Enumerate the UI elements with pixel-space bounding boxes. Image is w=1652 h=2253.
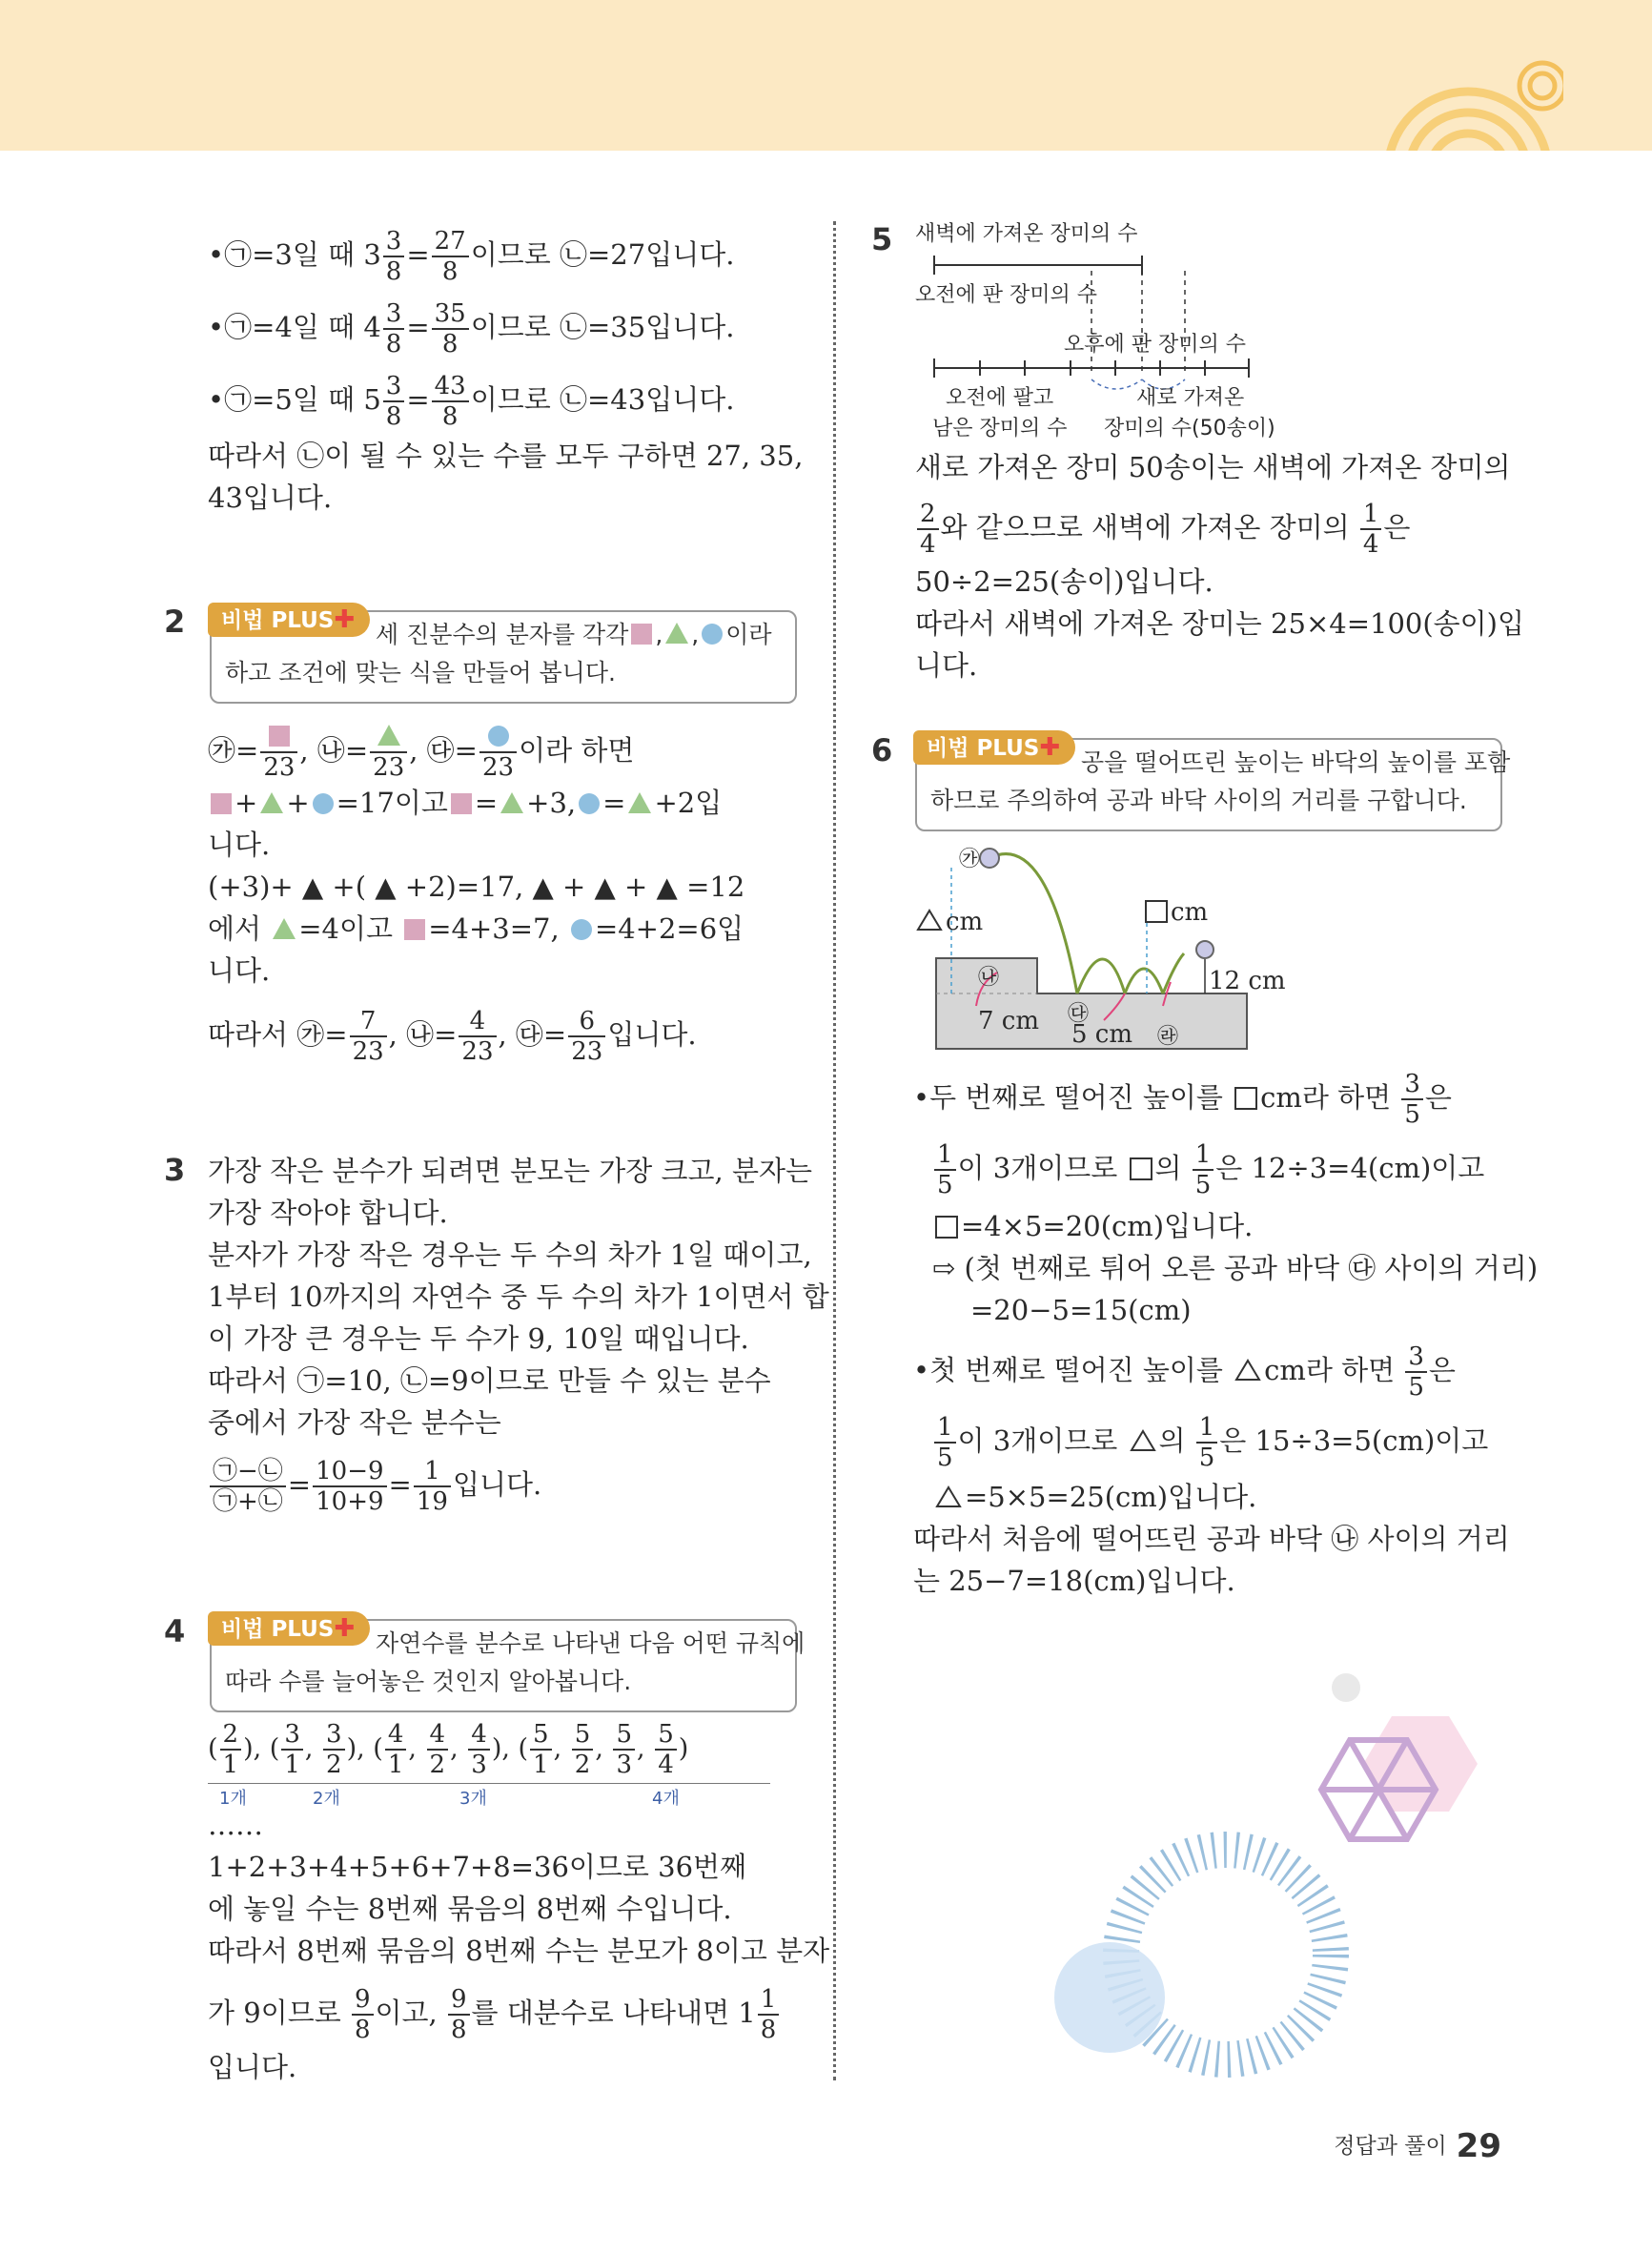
s3-line6: 따라서 ㉠=10, ㉡=9이므로 만들 수 있는 분수: [208, 1364, 771, 1397]
rose-number-line-diagram: [915, 217, 1315, 446]
group-count-2: 2개: [313, 1789, 340, 1809]
s6-b1: •두 번째로 떨어진 높이를 cm라 하면 $\frac{3}{5}$ 은: [913, 1070, 1452, 1129]
tip-box-6: [915, 733, 1511, 831]
s1-line2: •㉠=4일 때 4 $\frac{3}{8}$ = $\frac{35}{8}$ 이므로 ㉡=35입니다.: [208, 299, 735, 358]
problem-number-3: 3: [164, 1152, 186, 1188]
s4-line3: 따라서 8번째 묶음의 8번째 수는 분모가 8이고 분자: [208, 1935, 830, 1967]
s6-c5: 는 25−7=18(cm)입니다.: [913, 1565, 1235, 1597]
s3-line8: $\frac{㉠-㉡}{㉠+㉡}$ = $\frac{10-9}{10+9}$ = $\frac{1}{19}$ 입니다.: [208, 1459, 541, 1514]
label-afternoon-sold: 오후에 판 장미의 수: [1064, 333, 1246, 357]
square-icon: [631, 624, 652, 645]
label-new-50: 장미의 수(50송이): [1104, 417, 1275, 440]
s2-line2: + + =17이고 = +3, = +2입: [208, 782, 722, 824]
label-morning-sold: 오전에 판 장미의 수: [915, 283, 1097, 307]
point-ra: ㉱: [1157, 1025, 1179, 1049]
s5-line2: $\frac{2}{4}$ 와 같으므로 새벽에 가져온 장미의 $\frac{1}{4}$ 은: [915, 502, 1410, 557]
s6-c4: 따라서 처음에 떨어뜨린 공과 바닥 ㉯ 사이의 거리: [913, 1523, 1510, 1555]
label-after-morning: 오전에 팔고: [946, 386, 1054, 410]
tip-line1: 공을 떨어뜨린 높이는 바닥의 높이를 포함: [1081, 748, 1511, 776]
group-count-4: 4개: [652, 1789, 680, 1809]
point-ga: ㉮: [959, 848, 981, 871]
s2-line4: (+3)+ ▲ +( ▲ +2)=17, ▲ + ▲ + ▲ =12: [208, 870, 745, 903]
label-7cm: 7 cm: [978, 1007, 1040, 1035]
label-5cm: 5 cm: [1071, 1020, 1133, 1049]
s1-line3: •㉠=5일 때 5 $\frac{3}{8}$ = $\frac{43}{8}$ 이므로 ㉡=43입니다.: [208, 372, 735, 431]
fraction-sequence: [208, 1720, 780, 1809]
page-footer: [1334, 2127, 1501, 2165]
tip-line1: 세 진분수의 분자를 각각 , , 이라: [376, 621, 772, 648]
s4-line2: 에 놓일 수는 8번째 묶음의 8번째 수입니다.: [208, 1893, 732, 1925]
problem-number-2: 2: [164, 604, 186, 640]
s6-b4: ⇨ (첫 번째로 튀어 오른 공과 바닥 ㉰ 사이의 거리): [932, 1252, 1539, 1284]
s3-line1: 가장 작은 분수가 되려면 분모는 가장 크고, 분자는: [208, 1155, 813, 1187]
label-remaining: 남은 장미의 수: [932, 417, 1068, 440]
s3-line7: 중에서 가장 작은 분수는: [208, 1406, 501, 1439]
problem-number-5: 5: [871, 221, 893, 257]
s3-line4: 1부터 10까지의 자연수 중 두 수의 차가 1이면서 합: [208, 1280, 829, 1313]
triangle-icon: [1130, 1429, 1156, 1452]
s5-line1: 새로 가져온 장미 50송이는 새벽에 가져온 장미의: [915, 451, 1511, 483]
tip-label: 비법 PLUS✚: [208, 1611, 370, 1646]
s6-b5: =20−5=15(cm): [970, 1294, 1192, 1326]
s2-line6: 니다.: [208, 954, 271, 987]
s2-line1: ㉮= 23 , ㉯= 23 , ㉰= 23 이라 하면: [208, 725, 634, 780]
s4-line1: 1+2+3+4+5+6+7+8=36이므로 36번째: [208, 1851, 747, 1883]
triangle-cm-label: cm: [913, 908, 983, 936]
ellipsis: ……: [208, 1809, 263, 1841]
s5-line4: 따라서 새벽에 가져온 장미는 25×4=100(송이)입: [915, 607, 1525, 640]
s6-c2: $\frac{1}{5}$ 이 3개이므로 의 $\frac{1}{5}$ 은 15÷3=5(cm)이고: [932, 1415, 1488, 1470]
bouncing-ball-diagram: [913, 839, 1295, 1058]
s5-line5: 니다.: [915, 649, 978, 682]
s1-line1: •㉠=3일 때 3 $\frac{3}{8}$ = $\frac{27}{8}$ 이므로 ㉡=27입니다.: [208, 227, 735, 286]
sequence-row: ( $\frac{2}{1}$ ), ( $\frac{3}{1}$ , $\frac{3}{2}$ ), ( $\frac{4}{1}$ , $\frac{4}{2}$ , $\frac{4}{3}$ ), ( $\frac{5}{1}$ , $\frac{5}{2}$ , $\frac{5}{3}$ , $\frac{5}{4}$ ): [208, 1720, 689, 1779]
tip-line2: 따라 수를 늘어놓은 것인지 알아봅니다.: [225, 1668, 632, 1695]
s5-line3: 50÷2=25(송이)입니다.: [915, 565, 1214, 598]
tip-line2: 하므로 주의하여 공과 바닥 사이의 거리를 구합니다.: [930, 787, 1467, 814]
tip-label: 비법 PLUS✚: [208, 603, 370, 637]
page-number: 29: [1456, 2127, 1501, 2165]
tip-box-4: [210, 1614, 806, 1712]
group-count-3: 3개: [459, 1789, 487, 1809]
triangle-icon: [916, 909, 943, 932]
s4-line4: 가 9이므로 $\frac{9}{8}$ 이고, $\frac{9}{8}$ 를 대분수로 나타내면 1 $\frac{1}{8}$: [208, 1987, 781, 2042]
s3-line5: 이 가장 큰 경우는 두 수가 9, 10일 때입니다.: [208, 1322, 749, 1355]
s6-c1: •첫 번째로 떨어진 높이를 cm라 하면 $\frac{3}{5}$ 은: [913, 1342, 1456, 1402]
s1-line4: 따라서 ㉡이 될 수 있는 수를 모두 구하면 27, 35,: [208, 440, 804, 472]
s6-b3: =4×5=20(cm)입니다.: [932, 1205, 1253, 1247]
triangle-icon: [1234, 1359, 1261, 1382]
circle-icon: [702, 624, 723, 645]
column-divider: [833, 221, 836, 2080]
problem-number-6: 6: [871, 732, 893, 768]
label-dawn-roses: 새벽에 가져온 장미의 수: [915, 222, 1138, 246]
tip-label: 비법 PLUS✚: [913, 730, 1075, 765]
decorative-shapes: [1010, 1659, 1544, 2098]
s2-line3: 니다.: [208, 829, 271, 861]
s4-line5: 입니다.: [208, 2051, 297, 2083]
swirl-decoration: [1373, 38, 1563, 151]
triangle-icon: [935, 1485, 962, 1508]
footer-label: 정답과 풀이: [1334, 2134, 1447, 2159]
header-band: [0, 0, 1652, 151]
s3-line2: 가장 작아야 합니다.: [208, 1197, 448, 1229]
s3-line3: 분자가 가장 작은 경우는 두 수의 차가 1일 때이고,: [208, 1239, 812, 1271]
s6-c3: =5×5=25(cm)입니다.: [932, 1476, 1256, 1518]
problem-number-4: 4: [164, 1613, 186, 1649]
triangle-icon: [665, 623, 688, 644]
tip-box-2: [210, 605, 797, 704]
point-na: ㉯: [978, 966, 1000, 990]
s1-line5: 43입니다.: [208, 481, 333, 514]
tip-line2: 하고 조건에 맞는 식을 만들어 봅니다.: [225, 659, 616, 686]
box-icon: [1145, 900, 1168, 923]
s6-b2: $\frac{1}{5}$ 이 3개이므로 의 $\frac{1}{5}$ 은 12÷3=4(cm)이고: [932, 1142, 1484, 1198]
tip-line1: 자연수를 분수로 나타낸 다음 어떤 규칙에: [376, 1629, 806, 1657]
label-12cm: 12 cm: [1209, 967, 1286, 995]
box-cm-label: cm: [1142, 898, 1208, 927]
s2-line7: 따라서 ㉮= $\frac{7}{23}$ , ㉯= $\frac{4}{23}$ , ㉰= $\frac{6}{23}$ 입니다.: [208, 1007, 697, 1066]
point-da: ㉰: [1068, 1002, 1090, 1026]
group-count-1: 1개: [219, 1789, 247, 1809]
label-new: 새로 가져온: [1136, 386, 1245, 410]
s2-line5: 에서 =4이고 =4+3=7, =4+2=6입: [208, 912, 744, 945]
